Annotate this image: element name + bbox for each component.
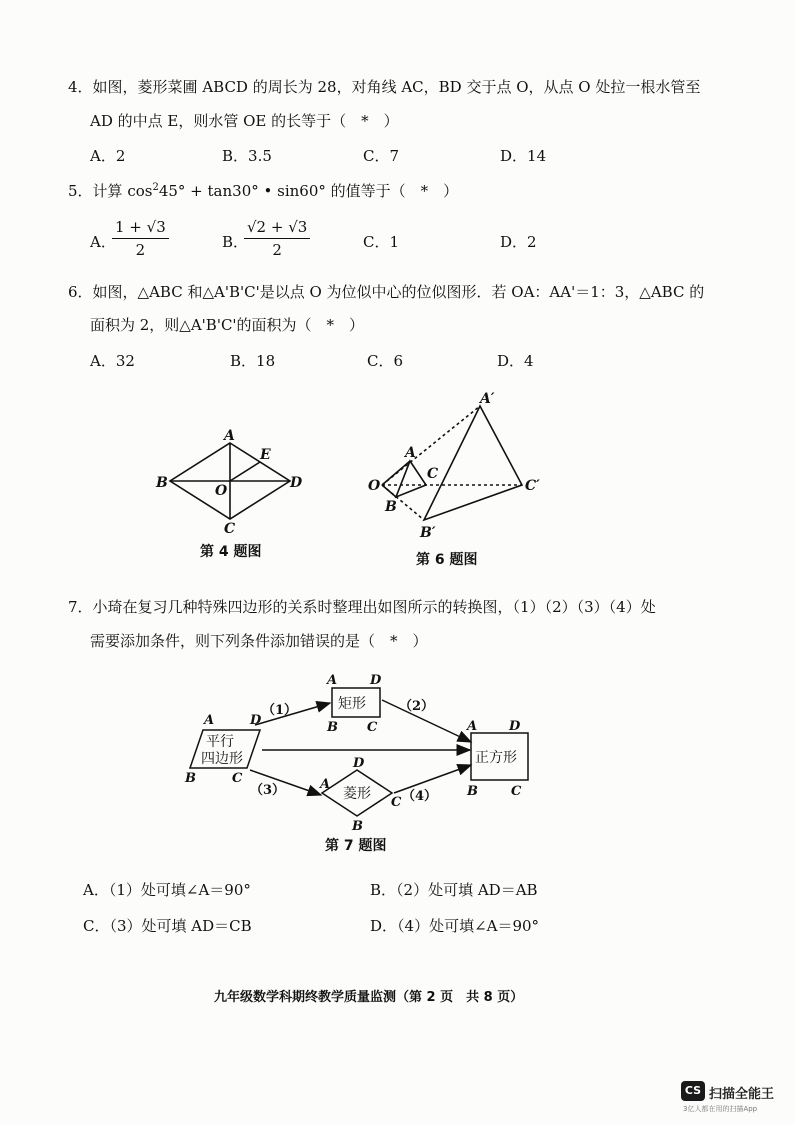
fig7-parallelogram-line1: 平行 xyxy=(206,734,234,750)
q6-option-a: A．32 xyxy=(90,352,135,370)
fig7-rect-b: B xyxy=(327,720,338,735)
figure-4 xyxy=(170,443,290,519)
q7-stem-line2: 需要添加条件，则下列条件添加错误的是（ * ） xyxy=(90,632,428,650)
q7-option-c: C．（3）处可填 AD＝CB xyxy=(83,917,252,935)
fig7-step-2: （2） xyxy=(399,699,435,714)
q5-option-b-denominator: 2 xyxy=(272,241,282,259)
figure-7 xyxy=(0,660,794,830)
fig4-label-a: A xyxy=(224,428,235,444)
fig6-large-triangle xyxy=(424,406,522,520)
q7-option-d: D．（4）处可填∠A＝90° xyxy=(370,917,540,935)
fig7-para-c: C xyxy=(232,771,243,786)
q4-option-a: A．2 xyxy=(90,147,126,165)
q7-option-a: A．（1）处可填∠A＝90° xyxy=(83,881,251,899)
q7-line1 xyxy=(68,596,656,617)
fig4-label-e: E xyxy=(260,447,271,463)
fig7-rhombus-a: A xyxy=(320,777,331,792)
q7-number: 7． xyxy=(68,598,93,616)
fig7-para-a: A xyxy=(204,713,215,728)
fig4-caption: 第 4 题图 xyxy=(200,544,262,560)
q6-stem-line1: 如图，△ABC 和△A'B'C'是以点 O 为位似中心的位似图形．若 OA：AA'＝1：3，△ABC 的 xyxy=(92,283,705,301)
q5-option-b-label: B． xyxy=(222,233,249,251)
fig7-square-d: D xyxy=(509,719,521,734)
fig7-parallelogram-line2: 四边形 xyxy=(201,751,243,767)
fig6-small-triangle xyxy=(396,461,426,497)
fig7-rhombus-d: D xyxy=(353,756,365,771)
fig7-para-b: B xyxy=(185,771,196,786)
q5-number: 5． xyxy=(68,182,93,200)
cs-logo-icon: CS xyxy=(681,1081,705,1101)
fig4-label-b: B xyxy=(156,475,168,491)
fig6-solid-ob xyxy=(382,485,396,497)
q6-option-b: B．18 xyxy=(230,352,276,370)
q4-stem-line1: 如图，菱形菜圃 ABCD 的周长为 28，对角线 AC，BD 交于点 O，从点 O 处拉一根水管至 xyxy=(92,78,701,96)
fig7-step-4: （4） xyxy=(402,789,438,804)
watermark-subtitle: 3亿人都在用的扫描App xyxy=(683,1105,758,1113)
fig7-step-3: （3） xyxy=(250,783,286,798)
q6-stem-line2: 面积为 2，则△A'B'C'的面积为（ * ） xyxy=(90,316,365,334)
fig4-label-c: C xyxy=(224,521,236,537)
q5-option-d: D．2 xyxy=(500,233,537,251)
fig7-square-c: C xyxy=(511,784,522,799)
fig7-rect-c: C xyxy=(367,720,378,735)
fig7-rhombus-c: C xyxy=(391,795,402,810)
q5-stem-post: 45° + tan30° • sin60° 的值等于（ * ） xyxy=(158,182,459,200)
fig6-label-c: C xyxy=(427,466,439,482)
watermark-name: 扫描全能王 xyxy=(709,1087,775,1102)
q5-option-b-numerator: √2 + √3 xyxy=(244,218,310,239)
fig6-label-a: A xyxy=(405,445,416,461)
fig7-rhombus-b: B xyxy=(352,819,363,830)
q4-number: 4． xyxy=(68,78,93,96)
q7-stem-line1: 小琦在复习几种特殊四边形的关系时整理出如图所示的转换图，（1）（2）（3）（4）处 xyxy=(92,598,656,616)
fig7-rect-a: A xyxy=(327,673,338,688)
fig7-step-1: （1） xyxy=(262,703,298,718)
fig6-label-a-prime: A′ xyxy=(480,391,495,407)
q5-stem-sup: 2 xyxy=(152,182,159,193)
fig6-label-b-prime: B′ xyxy=(420,525,436,541)
fig7-caption: 第 7 题图 xyxy=(325,838,387,854)
q4-option-d: D．14 xyxy=(500,147,547,165)
q6-option-d: D．4 xyxy=(497,352,534,370)
fig4-segment-oe xyxy=(230,462,260,481)
fig7-square-a: A xyxy=(467,719,478,734)
q4-option-c: C．7 xyxy=(363,147,400,165)
fig7-rhombus-label: 菱形 xyxy=(343,786,371,802)
fig6-label-o: O xyxy=(368,478,381,494)
page-footer: 九年级数学科期终教学质量监测（第 2 页 共 8 页） xyxy=(214,990,524,1005)
fig6-label-c-prime: C′ xyxy=(525,478,540,494)
fig7-square-label: 正方形 xyxy=(475,750,517,766)
fig6-caption: 第 6 题图 xyxy=(416,552,478,568)
q5-option-c: C．1 xyxy=(363,233,400,251)
q7-option-b: B．（2）处可填 AD＝AB xyxy=(370,881,538,899)
q5-option-a-denominator: 2 xyxy=(135,241,146,259)
q6-number: 6． xyxy=(68,283,93,301)
q4-option-b: B．3.5 xyxy=(222,147,272,165)
q5-option-a-numerator: 1 + √3 xyxy=(112,218,169,239)
fig6-label-b: B xyxy=(385,499,397,515)
fig4-label-d: D xyxy=(290,475,303,491)
fig7-square-b: B xyxy=(467,784,478,799)
q5-option-a-label: A． xyxy=(90,233,116,251)
fig7-rect-d: D xyxy=(370,673,382,688)
q4-stem-line2: AD 的中点 E，则水管 OE 的长等于（ * ） xyxy=(90,112,399,130)
fig4-label-o: O xyxy=(215,483,228,499)
figure-6 xyxy=(382,406,522,520)
q5-stem-pre: 计算 cos xyxy=(92,182,153,200)
fig7-para-d: D xyxy=(250,713,262,728)
fig7-rectangle-label: 矩形 xyxy=(338,696,366,712)
q6-option-c: C．6 xyxy=(367,352,404,370)
